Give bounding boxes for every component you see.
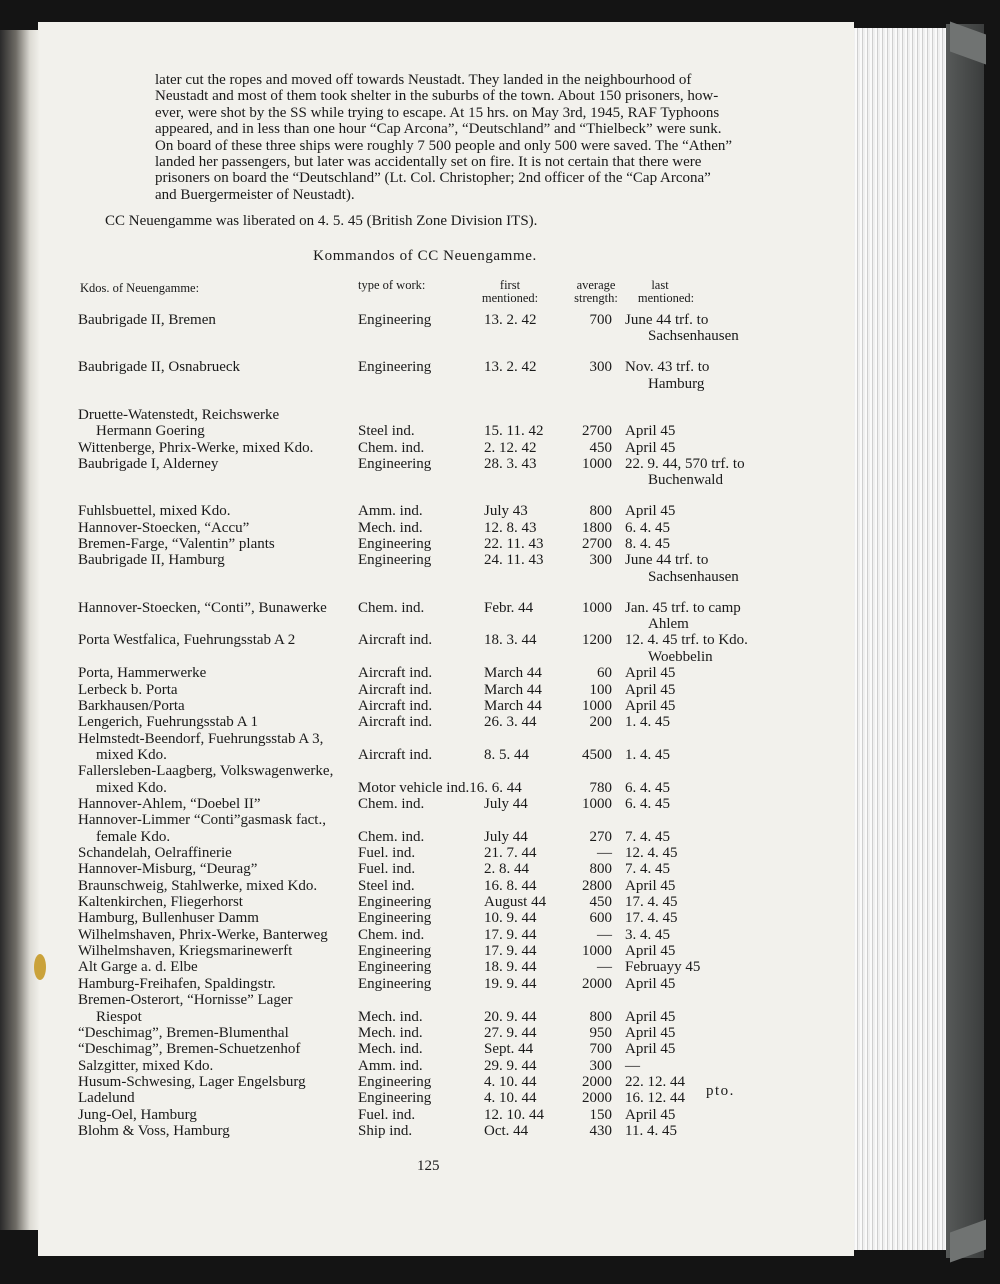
first-mentioned: 2. 8. 44	[484, 861, 529, 878]
paragraph-line: and Buergermeister of Neustadt).	[155, 186, 355, 203]
last-mentioned: 12. 4. 45 trf. to Kdo.	[625, 632, 748, 649]
first-mentioned: 22. 11. 43	[484, 535, 544, 552]
paragraph-line: landed her passengers, but later was accidentally set on fire. It is not certain that there were	[155, 154, 702, 170]
last-mentioned: 6. 4. 45	[625, 519, 670, 536]
work-type: Motor vehicle ind.16. 6. 44	[358, 779, 522, 796]
first-mentioned: July 44	[484, 795, 528, 812]
header-last-2: mentioned:	[637, 291, 695, 305]
last-mentioned: April 45	[625, 1041, 676, 1058]
first-mentioned: 10. 9. 44	[484, 910, 537, 927]
kommando-name: Druette-Watenstedt, Reichswerke	[78, 406, 280, 423]
work-type: Ship ind.	[358, 1122, 413, 1139]
last-mentioned: Woebbelin	[648, 648, 713, 665]
work-type: Engineering	[358, 943, 432, 960]
last-mentioned: June 44 trf. to	[625, 552, 709, 569]
last-mentioned: Nov. 43 trf. to	[625, 359, 710, 376]
kommando-name: Hannover-Misburg, “Deurag”	[78, 861, 258, 878]
paragraph-line: ever, were shot by the SS while trying to escape. At 15 hrs. on May 3rd, 1945, RAF Typhoons	[155, 104, 720, 121]
last-mentioned: April 45	[625, 697, 676, 714]
average-strength: 780	[589, 779, 612, 796]
average-strength: 300	[589, 359, 612, 376]
work-type: Fuel. ind.	[358, 845, 416, 861]
average-strength: 450	[589, 894, 612, 911]
kommando-name: Baubrigade II, Hamburg	[78, 552, 225, 569]
first-mentioned: 16. 8. 44	[484, 877, 537, 894]
average-strength: —	[597, 845, 612, 861]
kommando-name: Fallersleben-Laagberg, Volkswagenwerke,	[78, 763, 334, 780]
header-first-2: mentioned:	[481, 291, 539, 305]
table-title: Kommandos of CC Neuengamme.	[313, 248, 537, 264]
last-mentioned: April 45	[625, 943, 676, 960]
kommando-name: Hannover-Stoecken, “Conti”, Bunawerke	[78, 599, 327, 616]
average-strength: 150	[589, 1106, 612, 1123]
kommando-name: Hannover-Stoecken, “Accu”	[78, 519, 250, 536]
last-mentioned: 8. 4. 45	[625, 535, 670, 552]
average-strength: —	[597, 926, 612, 943]
kommando-name: Husum-Schwesing, Lager Engelsburg	[78, 1073, 306, 1090]
last-mentioned: April 45	[625, 877, 676, 894]
kommando-name: Alt Garge a. d. Elbe	[78, 959, 198, 976]
average-strength: 2000	[582, 1073, 612, 1090]
average-strength: 600	[589, 910, 612, 927]
last-mentioned: April 45	[625, 665, 676, 682]
last-mentioned: 3. 4. 45	[625, 926, 670, 943]
average-strength: 800	[589, 503, 612, 520]
average-strength: 2800	[582, 877, 612, 894]
work-type: Aircraft ind.	[358, 746, 433, 763]
work-type: Chem. ind.	[358, 926, 425, 943]
average-strength: 1000	[582, 599, 612, 616]
kommando-name: mixed Kdo.	[96, 746, 167, 763]
last-mentioned: Buchenwald	[648, 472, 723, 489]
first-mentioned: 2. 12. 42	[484, 439, 537, 456]
work-type: Aircraft ind.	[358, 714, 433, 731]
page-number: 125	[417, 1158, 440, 1174]
kommando-name: Baubrigade II, Bremen	[78, 312, 216, 328]
kommando-name: Baubrigade II, Osnabrueck	[78, 359, 241, 376]
first-mentioned: 4. 10. 44	[484, 1073, 537, 1090]
paragraph-line: later cut the ropes and moved off towards Neustadt. They landed in the neighbourhood of	[155, 72, 692, 88]
kommando-name: Baubrigade I, Alderney	[78, 455, 219, 472]
first-mentioned: 20. 9. 44	[484, 1008, 537, 1025]
pto-mark: pto.	[706, 1083, 735, 1099]
average-strength: 800	[589, 861, 612, 878]
first-mentioned: 19. 9. 44	[484, 975, 537, 992]
last-mentioned: April 45	[625, 503, 676, 520]
kommando-name: Helmstedt-Beendorf, Fuehrungsstab A 3,	[78, 730, 324, 747]
kommando-name: Fuhlsbuettel, mixed Kdo.	[78, 503, 231, 520]
kommando-name: Braunschweig, Stahlwerke, mixed Kdo.	[78, 877, 318, 894]
kommando-name: female Kdo.	[96, 828, 171, 845]
last-mentioned: 6. 4. 45	[625, 779, 670, 796]
kommando-name: Ladelund	[78, 1090, 135, 1107]
last-mentioned: 22. 12. 44	[625, 1073, 685, 1090]
work-type: Mech. ind.	[358, 1008, 423, 1025]
header-avg-1: average	[576, 278, 616, 292]
kommando-name: Porta Westfalica, Fuehrungsstab A 2	[78, 632, 296, 649]
first-mentioned: 26. 3. 44	[484, 714, 537, 731]
work-type: Chem. ind.	[358, 795, 425, 812]
kommando-name: Hannover-Ahlem, “Doebel II”	[78, 795, 261, 812]
last-mentioned: 6. 4. 45	[625, 795, 670, 812]
average-strength: 2000	[582, 1090, 612, 1107]
average-strength: 60	[597, 665, 612, 682]
average-strength: 270	[589, 828, 612, 845]
kommando-name: Hamburg-Freihafen, Spaldingstr.	[78, 975, 276, 992]
work-type: Engineering	[358, 535, 432, 552]
work-type: Fuel. ind.	[358, 1106, 416, 1123]
work-type: Engineering	[358, 959, 432, 976]
average-strength: 2700	[582, 423, 612, 440]
page-fold	[0, 30, 40, 1230]
work-type: Mech. ind.	[358, 1041, 423, 1058]
average-strength: 800	[589, 1008, 612, 1025]
last-mentioned: April 45	[625, 681, 676, 698]
average-strength: 2000	[582, 975, 612, 992]
last-mentioned: Jan. 45 trf. to camp	[625, 599, 741, 616]
kommando-name: Porta, Hammerwerke	[78, 665, 207, 682]
last-mentioned: 17. 4. 45	[625, 894, 678, 911]
first-mentioned: 24. 11. 43	[484, 552, 544, 569]
book-cover	[946, 24, 984, 1258]
kommando-name: Barkhausen/Porta	[78, 697, 185, 714]
first-mentioned: 4. 10. 44	[484, 1090, 537, 1107]
kommando-name: Wittenberge, Phrix-Werke, mixed Kdo.	[78, 439, 314, 456]
average-strength: 950	[589, 1024, 612, 1041]
first-mentioned: 27. 9. 44	[484, 1024, 537, 1041]
average-strength: 450	[589, 439, 612, 456]
last-mentioned: 11. 4. 45	[625, 1122, 677, 1139]
average-strength: 100	[589, 681, 612, 698]
work-type: Mech. ind.	[358, 519, 423, 536]
last-mentioned: Februayy 45	[625, 959, 701, 976]
average-strength: 1800	[582, 519, 612, 536]
header-last-1: last	[651, 278, 669, 292]
last-mentioned: Sachsenhausen	[648, 328, 739, 345]
work-type: Mech. ind.	[358, 1024, 423, 1041]
average-strength: 700	[589, 1041, 612, 1058]
average-strength: 700	[589, 312, 612, 328]
average-strength: 2700	[582, 535, 612, 552]
header-type: type of work:	[358, 278, 426, 292]
work-type: Steel ind.	[358, 877, 415, 894]
work-type: Engineering	[358, 552, 432, 569]
kommando-name: Lengerich, Fuehrungsstab A 1	[78, 714, 258, 731]
paragraph-line: prisoners on board the “Deutschland” (Lt. Col. Christopher; 2nd officer of the “Cap Arcona”	[155, 170, 711, 187]
first-mentioned: March 44	[484, 697, 542, 714]
work-type: Engineering	[358, 312, 432, 328]
header-kdo: Kdos. of Neuengamme:	[80, 281, 200, 295]
liberation-note: CC Neuengamme was liberated on 4. 5. 45 (British Zone Division ITS).	[105, 213, 538, 229]
last-mentioned: 12. 4. 45	[625, 845, 678, 861]
kommando-name: Schandelah, Oelraffinerie	[78, 845, 232, 861]
first-mentioned: Sept. 44	[484, 1041, 534, 1058]
kommando-name: Blohm & Voss, Hamburg	[78, 1122, 230, 1139]
kommando-name: Wilhelmshaven, Kriegsmarinewerft	[78, 943, 293, 960]
last-mentioned: Sachsenhausen	[648, 568, 739, 585]
first-mentioned: 18. 3. 44	[484, 632, 537, 649]
average-strength: 1000	[582, 795, 612, 812]
work-type: Chem. ind.	[358, 599, 425, 616]
last-mentioned: Hamburg	[648, 375, 705, 392]
average-strength: —	[597, 959, 612, 976]
first-mentioned: 15. 11. 42	[484, 423, 544, 440]
work-type: Engineering	[358, 1073, 432, 1090]
kommando-name: Bremen-Osterort, “Hornisse” Lager	[78, 992, 293, 1009]
first-mentioned: March 44	[484, 665, 542, 682]
work-type: Engineering	[358, 975, 432, 992]
last-mentioned: April 45	[625, 1024, 676, 1041]
gold-tab-mark	[34, 954, 46, 980]
paragraph-line: Neustadt and most of them took shelter in the suburbs of the town. About 150 prisoners, how-	[155, 88, 719, 105]
kommando-name: Jung-Oel, Hamburg	[78, 1106, 197, 1123]
work-type: Aircraft ind.	[358, 681, 433, 698]
first-mentioned: Febr. 44	[484, 599, 534, 616]
average-strength: 1000	[582, 943, 612, 960]
last-mentioned: 1. 4. 45	[625, 746, 670, 763]
paragraph-line: appeared, and in less than one hour “Cap Arcona”, “Deutschland” and “Thielbeck” were sunk.	[155, 121, 722, 138]
work-type: Chem. ind.	[358, 439, 425, 456]
last-mentioned: April 45	[625, 1008, 676, 1025]
kommando-name: Kaltenkirchen, Fliegerhorst	[78, 894, 243, 911]
first-mentioned: Oct. 44	[484, 1122, 529, 1139]
first-mentioned: July 43	[484, 503, 528, 520]
work-type: Aircraft ind.	[358, 697, 433, 714]
work-type: Chem. ind.	[358, 828, 425, 845]
last-mentioned: June 44 trf. to	[625, 312, 709, 328]
average-strength: 1000	[582, 455, 612, 472]
kommando-name: Salzgitter, mixed Kdo.	[78, 1057, 214, 1074]
average-strength: 300	[589, 1057, 612, 1074]
kommando-name: Lerbeck b. Porta	[78, 681, 178, 698]
last-mentioned: 16. 12. 44	[625, 1090, 685, 1107]
average-strength: 1200	[582, 632, 612, 649]
first-mentioned: 17. 9. 44	[484, 943, 537, 960]
kommando-name: Wilhelmshaven, Phrix-Werke, Banterweg	[78, 926, 328, 943]
first-mentioned: 28. 3. 43	[484, 455, 537, 472]
kommando-name: “Deschimag”, Bremen-Blumenthal	[78, 1024, 289, 1041]
work-type: Engineering	[358, 455, 432, 472]
last-mentioned: April 45	[625, 423, 676, 440]
work-type: Engineering	[358, 359, 432, 376]
first-mentioned: 8. 5. 44	[484, 746, 529, 763]
header-first-1: first	[499, 278, 521, 292]
last-mentioned: 7. 4. 45	[625, 861, 670, 878]
kommando-name: Hannover-Limmer “Conti”gasmask fact.,	[78, 812, 326, 829]
last-mentioned: April 45	[625, 439, 676, 456]
first-mentioned: August 44	[484, 894, 547, 911]
average-strength: 4500	[582, 746, 612, 763]
last-mentioned: 1. 4. 45	[625, 714, 670, 731]
work-type: Amm. ind.	[358, 1057, 423, 1074]
kommando-name: mixed Kdo.	[96, 779, 167, 796]
last-mentioned: —	[625, 1057, 640, 1074]
header-avg-2: strength:	[574, 291, 618, 305]
work-type: Engineering	[358, 894, 432, 911]
first-mentioned: 12. 8. 43	[484, 519, 537, 536]
work-type: Amm. ind.	[358, 503, 423, 520]
average-strength: 300	[589, 552, 612, 569]
first-mentioned: 21. 7. 44	[484, 845, 537, 861]
work-type: Engineering	[358, 1090, 432, 1107]
last-mentioned: April 45	[625, 1106, 676, 1123]
last-mentioned: Ahlem	[648, 616, 689, 633]
first-mentioned: 18. 9. 44	[484, 959, 537, 976]
first-mentioned: 29. 9. 44	[484, 1057, 537, 1074]
kommando-name: Riespot	[96, 1008, 142, 1025]
first-mentioned: July 44	[484, 828, 528, 845]
average-strength: 1000	[582, 697, 612, 714]
first-mentioned: 13. 2. 42	[484, 312, 537, 328]
first-mentioned: 12. 10. 44	[484, 1106, 544, 1123]
kommando-name: Bremen-Farge, “Valentin” plants	[78, 535, 275, 552]
last-mentioned: 22. 9. 44, 570 trf. to	[625, 455, 745, 472]
average-strength: 430	[589, 1122, 612, 1139]
work-type: Engineering	[358, 910, 432, 927]
first-mentioned: 17. 9. 44	[484, 926, 537, 943]
average-strength: 200	[589, 714, 612, 731]
page-edges	[850, 28, 950, 1250]
paragraph-line: On board of these three ships were roughly 7 500 people and only 500 were saved. The “Athen”	[155, 137, 733, 154]
kommando-name: Hamburg, Bullenhuser Damm	[78, 910, 259, 927]
kommando-name: “Deschimag”, Bremen-Schuetzenhof	[78, 1041, 301, 1058]
first-mentioned: March 44	[484, 681, 542, 698]
last-mentioned: 7. 4. 45	[625, 828, 670, 845]
last-mentioned: 17. 4. 45	[625, 910, 678, 927]
work-type: Fuel. ind.	[358, 861, 416, 878]
kommando-name: Hermann Goering	[96, 423, 205, 440]
work-type: Aircraft ind.	[358, 632, 433, 649]
last-mentioned: April 45	[625, 975, 676, 992]
work-type: Steel ind.	[358, 423, 415, 440]
first-mentioned: 13. 2. 42	[484, 359, 537, 376]
work-type: Aircraft ind.	[358, 665, 433, 682]
